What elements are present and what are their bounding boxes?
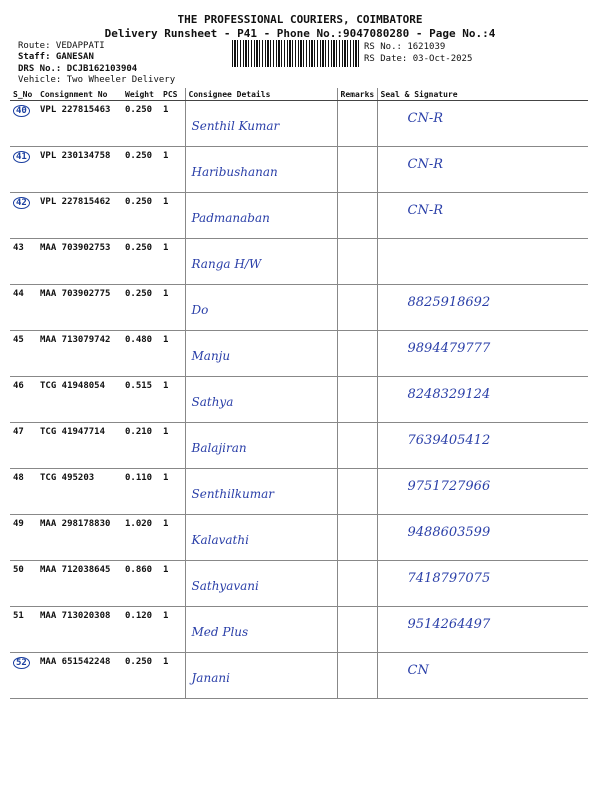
weight-value: 1.020 bbox=[122, 515, 160, 561]
table-row bbox=[10, 101, 588, 147]
consignee-cell bbox=[185, 653, 337, 699]
consignment-no: MAA 703902775 bbox=[37, 285, 122, 331]
sno-cell bbox=[10, 607, 37, 653]
consignee-handwriting: Kalavathi bbox=[191, 533, 249, 547]
signature-cell bbox=[377, 239, 588, 285]
pcs-value: 1 bbox=[160, 239, 185, 285]
sno-cell bbox=[10, 331, 37, 377]
signature-handwriting: 9894479777 bbox=[407, 341, 491, 356]
sno-value: 48 bbox=[13, 473, 24, 483]
signature-cell bbox=[377, 331, 588, 377]
weight-value: 0.250 bbox=[122, 101, 160, 147]
table-row bbox=[10, 561, 588, 607]
consignee-handwriting: Ranga H/W bbox=[191, 257, 262, 271]
consignee-cell bbox=[185, 331, 337, 377]
page-subtitle: Delivery Runsheet - P41 - Phone No.:9047080280 - Page No.:4 bbox=[104, 27, 496, 40]
weight-value: 0.210 bbox=[122, 423, 160, 469]
rs-date: RS Date: 03-Oct-2025 bbox=[364, 54, 473, 64]
consignee-cell bbox=[185, 607, 337, 653]
consignment-no: MAA 712038645 bbox=[37, 561, 122, 607]
consignee-cell bbox=[185, 561, 337, 607]
sno-value: 52 bbox=[13, 657, 30, 669]
sno-cell bbox=[10, 377, 37, 423]
consignee-cell bbox=[185, 469, 337, 515]
rs-number: RS No.: 1621039 bbox=[364, 42, 446, 52]
signature-handwriting: 7639405412 bbox=[407, 433, 491, 448]
sno-cell bbox=[10, 469, 37, 515]
pcs-value: 1 bbox=[160, 147, 185, 193]
sno-value: 46 bbox=[13, 381, 24, 391]
consignee-cell bbox=[185, 101, 337, 147]
remarks-cell bbox=[337, 469, 377, 515]
sno-value: 40 bbox=[13, 105, 30, 117]
remarks-cell bbox=[337, 285, 377, 331]
weight-value: 0.250 bbox=[122, 193, 160, 239]
signature-cell bbox=[377, 101, 588, 147]
remarks-cell bbox=[337, 239, 377, 285]
consignment-no: TCG 41947714 bbox=[37, 423, 122, 469]
weight-value: 0.250 bbox=[122, 147, 160, 193]
consignee-handwriting: Senthil Kumar bbox=[191, 119, 280, 133]
remarks-cell bbox=[337, 561, 377, 607]
sno-cell bbox=[10, 423, 37, 469]
consignment-no: MAA 651542248 bbox=[37, 653, 122, 699]
signature-cell bbox=[377, 561, 588, 607]
sno-value: 41 bbox=[13, 151, 30, 163]
consignee-cell bbox=[185, 377, 337, 423]
consignment-no: MAA 703902753 bbox=[37, 239, 122, 285]
consignee-handwriting: Do bbox=[191, 303, 209, 317]
consignment-no: VPL 227815462 bbox=[37, 193, 122, 239]
consignee-cell bbox=[185, 239, 337, 285]
weight-value: 0.250 bbox=[122, 653, 160, 699]
staff-label: Staff: GANESAN bbox=[18, 52, 94, 62]
table-row bbox=[10, 147, 588, 193]
pcs-value: 1 bbox=[160, 101, 185, 147]
table-header-row bbox=[10, 88, 588, 101]
col-remarks: Remarks bbox=[337, 88, 377, 101]
table-row bbox=[10, 331, 588, 377]
signature-handwriting: 8248329124 bbox=[407, 387, 491, 402]
table-row bbox=[10, 607, 588, 653]
signature-cell bbox=[377, 423, 588, 469]
consignee-cell bbox=[185, 423, 337, 469]
consignee-handwriting: Haribushanan bbox=[191, 165, 278, 179]
table-row bbox=[10, 193, 588, 239]
col-signature: Seal & Signature bbox=[377, 88, 588, 101]
pcs-value: 1 bbox=[160, 515, 185, 561]
signature-cell bbox=[377, 607, 588, 653]
signature-cell bbox=[377, 193, 588, 239]
route-label: Route: VEDAPPATI bbox=[18, 41, 105, 51]
consignment-no: TCG 41948054 bbox=[37, 377, 122, 423]
table-row bbox=[10, 377, 588, 423]
consignee-handwriting: Sathya bbox=[191, 395, 234, 409]
barcode bbox=[232, 40, 360, 67]
signature-cell bbox=[377, 653, 588, 699]
table-row bbox=[10, 423, 588, 469]
weight-value: 0.250 bbox=[122, 285, 160, 331]
consignment-no: MAA 713020308 bbox=[37, 607, 122, 653]
sno-value: 42 bbox=[13, 197, 30, 209]
sno-cell bbox=[10, 515, 37, 561]
col-pcs: PCS bbox=[160, 88, 185, 101]
pcs-value: 1 bbox=[160, 193, 185, 239]
sno-cell bbox=[10, 193, 37, 239]
table-row bbox=[10, 285, 588, 331]
pcs-value: 1 bbox=[160, 331, 185, 377]
consignee-cell bbox=[185, 147, 337, 193]
runsheet-table bbox=[10, 88, 588, 699]
sno-cell bbox=[10, 285, 37, 331]
sno-value: 45 bbox=[13, 335, 24, 345]
remarks-cell bbox=[337, 193, 377, 239]
page-title: THE PROFESSIONAL COURIERS, COIMBATORE bbox=[177, 13, 423, 26]
signature-handwriting: CN bbox=[407, 663, 429, 678]
sno-value: 44 bbox=[13, 289, 24, 299]
signature-handwriting: 8825918692 bbox=[407, 295, 491, 310]
table-row bbox=[10, 239, 588, 285]
drs-number: DRS No.: DCJB162103904 bbox=[18, 64, 138, 74]
signature-cell bbox=[377, 285, 588, 331]
consignment-no: VPL 227815463 bbox=[37, 101, 122, 147]
sno-cell bbox=[10, 147, 37, 193]
weight-value: 0.250 bbox=[122, 239, 160, 285]
consignee-cell bbox=[185, 285, 337, 331]
signature-handwriting: CN-R bbox=[407, 157, 444, 172]
table-row bbox=[10, 653, 588, 699]
consignee-handwriting: Med Plus bbox=[191, 625, 249, 639]
table-row bbox=[10, 515, 588, 561]
sno-cell bbox=[10, 561, 37, 607]
sno-cell bbox=[10, 239, 37, 285]
consignee-handwriting: Janani bbox=[191, 671, 230, 685]
consignment-no: TCG 495203 bbox=[37, 469, 122, 515]
pcs-value: 1 bbox=[160, 285, 185, 331]
remarks-cell bbox=[337, 331, 377, 377]
remarks-cell bbox=[337, 147, 377, 193]
signature-handwriting: 7418797075 bbox=[407, 571, 491, 586]
signature-cell bbox=[377, 515, 588, 561]
weight-value: 0.480 bbox=[122, 331, 160, 377]
pcs-value: 1 bbox=[160, 469, 185, 515]
consignment-no: VPL 230134758 bbox=[37, 147, 122, 193]
col-consignee: Consignee Details bbox=[185, 88, 337, 101]
consignee-cell bbox=[185, 515, 337, 561]
consignee-cell bbox=[185, 193, 337, 239]
sno-value: 51 bbox=[13, 611, 24, 621]
pcs-value: 1 bbox=[160, 561, 185, 607]
pcs-value: 1 bbox=[160, 377, 185, 423]
col-consignment: Consignment No bbox=[37, 88, 122, 101]
sno-value: 50 bbox=[13, 565, 24, 575]
col-weight: Weight bbox=[122, 88, 160, 101]
pcs-value: 1 bbox=[160, 653, 185, 699]
signature-handwriting: 9514264497 bbox=[407, 617, 491, 632]
pcs-value: 1 bbox=[160, 423, 185, 469]
consignee-handwriting: Sathyavani bbox=[191, 579, 259, 593]
signature-cell bbox=[377, 469, 588, 515]
consignee-handwriting: Balajiran bbox=[191, 441, 247, 455]
signature-handwriting: CN-R bbox=[407, 203, 444, 218]
sno-value: 43 bbox=[13, 243, 24, 253]
remarks-cell bbox=[337, 101, 377, 147]
consignee-handwriting: Senthilkumar bbox=[191, 487, 275, 501]
weight-value: 0.515 bbox=[122, 377, 160, 423]
signature-cell bbox=[377, 377, 588, 423]
weight-value: 0.860 bbox=[122, 561, 160, 607]
signature-handwriting: 9751727966 bbox=[407, 479, 491, 494]
pcs-value: 1 bbox=[160, 607, 185, 653]
sno-value: 49 bbox=[13, 519, 24, 529]
consignee-handwriting: Manju bbox=[191, 349, 231, 363]
vehicle-label: Vehicle: Two Wheeler Delivery bbox=[18, 75, 176, 85]
weight-value: 0.110 bbox=[122, 469, 160, 515]
sno-cell bbox=[10, 653, 37, 699]
remarks-cell bbox=[337, 515, 377, 561]
consignment-no: MAA 298178830 bbox=[37, 515, 122, 561]
remarks-cell bbox=[337, 607, 377, 653]
weight-value: 0.120 bbox=[122, 607, 160, 653]
remarks-cell bbox=[337, 377, 377, 423]
consignment-no: MAA 713079742 bbox=[37, 331, 122, 377]
consignee-handwriting: Padmanaban bbox=[191, 211, 270, 225]
col-sno: S_No bbox=[10, 88, 37, 101]
signature-handwriting: CN-R bbox=[407, 111, 444, 126]
remarks-cell bbox=[337, 653, 377, 699]
signature-handwriting: 9488603599 bbox=[407, 525, 491, 540]
sno-value: 47 bbox=[13, 427, 24, 437]
sno-cell bbox=[10, 101, 37, 147]
remarks-cell bbox=[337, 423, 377, 469]
signature-cell bbox=[377, 147, 588, 193]
table-row bbox=[10, 469, 588, 515]
